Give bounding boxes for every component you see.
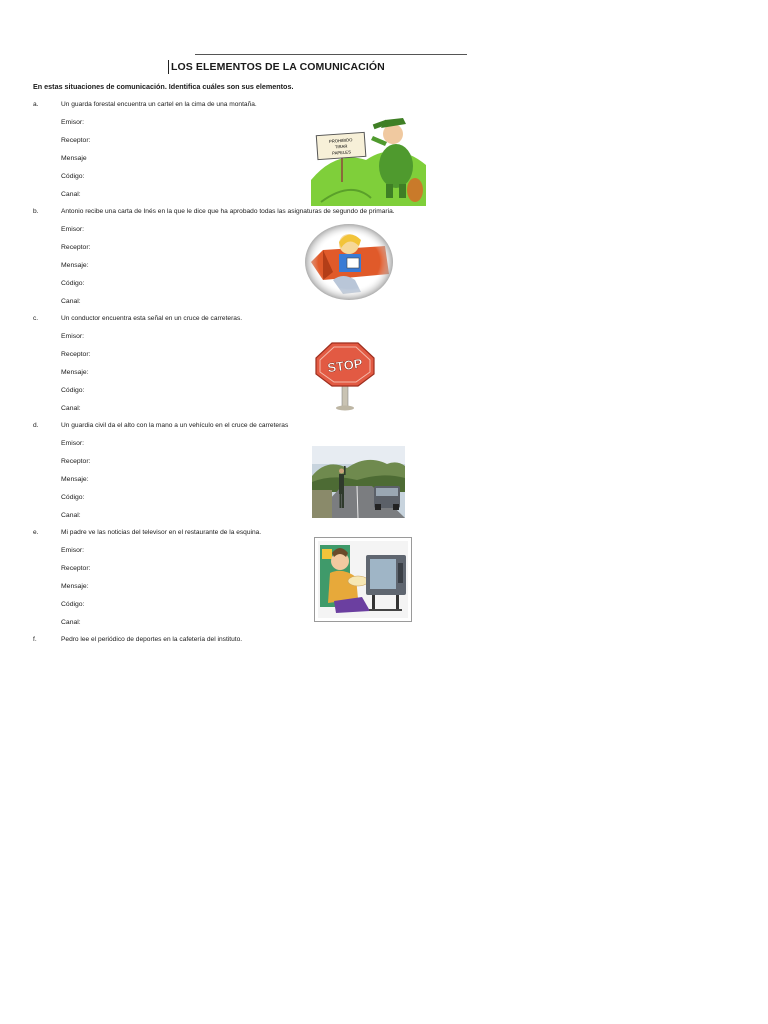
question-letter: a.: [33, 101, 39, 108]
field-emisor: Emisor:: [61, 547, 85, 554]
man-watching-tv-illustration: [314, 537, 412, 622]
question-e: [33, 528, 261, 537]
question-letter: e.: [33, 529, 39, 536]
field-receptor: Receptor:: [61, 137, 91, 144]
forest-ranger-illustration: [311, 110, 426, 206]
question-b: [33, 207, 395, 216]
question-letter: f.: [33, 636, 37, 643]
field-codigo: Código:: [61, 173, 85, 180]
field-receptor: Receptor:: [61, 458, 91, 465]
traffic-officer-photo: [312, 446, 405, 518]
question-c: [33, 314, 242, 323]
question-letter: b.: [33, 208, 39, 215]
field-emisor: Emisor:: [61, 440, 85, 447]
field-emisor: Emisor:: [61, 333, 85, 340]
field-mensaje: Mensaje: [61, 155, 87, 162]
field-canal: Canal:: [61, 298, 81, 305]
field-codigo: Código:: [61, 280, 85, 287]
stop-sign-illustration: [312, 340, 378, 412]
question-text: Un guarda forestal encuentra un cartel en la cima de una montaña.: [61, 101, 257, 108]
field-receptor: Receptor:: [61, 565, 91, 572]
question-text: Mi padre ve las noticias del televisor en el restaurante de la esquina.: [61, 529, 262, 536]
question-d: [33, 421, 288, 430]
field-mensaje: Mensaje:: [61, 262, 89, 269]
question-f: [33, 635, 242, 644]
field-emisor: Emisor:: [61, 226, 85, 233]
field-codigo: Código:: [61, 494, 85, 501]
instructions: En estas situaciones de comunicación. Identifica cuáles son sus elementos.: [33, 82, 294, 91]
field-receptor: Receptor:: [61, 244, 91, 251]
field-emisor: Emisor:: [61, 119, 85, 126]
question-a: [33, 100, 257, 109]
question-text: Pedro lee el periódico de deportes en la cafetería del instituto.: [61, 636, 243, 643]
child-reading-letter-illustration: [303, 222, 395, 302]
question-text: Antonio recibe una carta de Inés en la que le dice que ha aprobado todas las asignaturas de segundo de primaria.: [61, 208, 395, 215]
field-mensaje: Mensaje:: [61, 369, 89, 376]
field-codigo: Código:: [61, 601, 85, 608]
stop-sign-text: STOP: [326, 355, 364, 376]
field-mensaje: Mensaje:: [61, 583, 89, 590]
field-canal: Canal:: [61, 512, 81, 519]
field-canal: Canal:: [61, 191, 81, 198]
field-canal: Canal:: [61, 405, 81, 412]
field-canal: Canal:: [61, 619, 81, 626]
header-rule: [195, 54, 467, 55]
question-letter: d.: [33, 422, 39, 429]
field-mensaje: Mensaje:: [61, 476, 89, 483]
sign-line-2: TIRAR: [334, 143, 348, 150]
sign-line-1: PROHIBIDO: [328, 137, 353, 144]
question-letter: c.: [33, 315, 39, 322]
field-codigo: Código:: [61, 387, 85, 394]
page-title: LOS ELEMENTOS DE LA COMUNICACIÓN: [168, 60, 385, 74]
question-text: Un conductor encuentra esta señal en un cruce de carreteras.: [61, 315, 243, 322]
field-receptor: Receptor:: [61, 351, 91, 358]
sign-line-3: PAPELES: [331, 149, 352, 156]
question-text: Un guardia civil da el alto con la mano a un vehículo en el cruce de carreteras: [61, 422, 289, 429]
